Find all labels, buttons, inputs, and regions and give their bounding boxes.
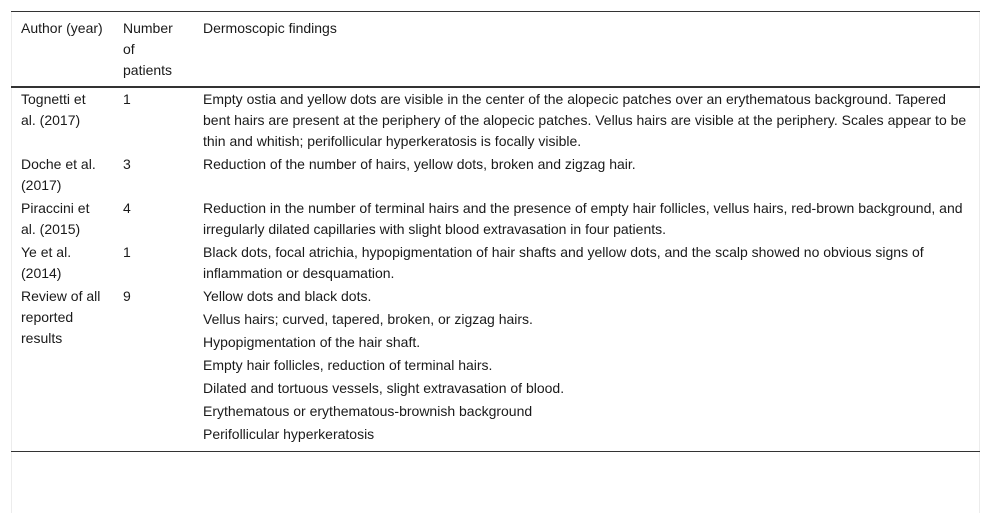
finding-item: Hypopigmentation of the hair shaft. <box>203 334 421 350</box>
table-row <box>11 241 980 285</box>
finding-item: Empty ostia and yellow dots are visible in the center of the alopecic patches over an erythematous background. Tapered bent hairs are present at the periphery of the alopecic patches. Vellus hairs are visible at the periphery. Scales appear to be thin and whitish; perifollicular hyperkeratosis is focally visible. <box>203 91 967 149</box>
finding-item: Empty hair follicles, reduction of terminal hairs. <box>203 357 493 373</box>
cell-findings <box>193 241 980 285</box>
table-body <box>11 87 980 452</box>
header-row <box>11 12 980 88</box>
cell-author: Doche et al. (2017) <box>21 156 96 193</box>
table-row <box>11 285 980 452</box>
cell-patients: 9 <box>123 288 131 304</box>
cell-patients: 1 <box>123 91 131 107</box>
table-row <box>11 87 980 153</box>
finding-item: Erythematous or erythematous-brownish background <box>203 403 533 419</box>
finding-item: Reduction of the number of hairs, yellow dots, broken and zigzag hair. <box>203 156 636 172</box>
finding-item: Perifollicular hyperkeratosis <box>203 426 375 442</box>
header-patients: Number of patients <box>123 20 173 78</box>
header-findings: Dermoscopic findings <box>203 20 337 36</box>
finding-item: Dilated and tortuous vessels, slight extravasation of blood. <box>203 380 565 396</box>
finding-item: Black dots, focal atrichia, hypopigmentation of hair shafts and yellow dots, and the scalp showed no obvious signs of inflammation or desquamation. <box>203 244 924 281</box>
table-row <box>11 153 980 197</box>
cell-patients: 1 <box>123 244 131 260</box>
finding-item: Vellus hairs; curved, tapered, broken, or zigzag hairs. <box>203 311 533 327</box>
header-author: Author (year) <box>21 20 103 36</box>
cell-findings <box>193 285 980 452</box>
dermoscopic-findings-table <box>11 11 980 452</box>
cell-patients: 3 <box>123 156 131 172</box>
cell-findings <box>193 87 980 153</box>
cell-patients: 4 <box>123 200 131 216</box>
cell-findings <box>193 153 980 197</box>
finding-item: Reduction in the number of terminal hairs and the presence of empty hair follicles, vellus hairs, red-brown background, and irregularly dilated capillaries with slight blood extravasation in four patients. <box>203 200 963 237</box>
table-row <box>11 197 980 241</box>
cell-findings <box>193 197 980 241</box>
cell-author: Ye et al. (2014) <box>21 244 72 281</box>
finding-item: Yellow dots and black dots. <box>203 288 372 304</box>
cell-author: Piraccini et al. (2015) <box>21 200 90 237</box>
cell-author: Review of all reported results <box>21 288 101 346</box>
cell-author: Tognetti et al. (2017) <box>21 91 86 128</box>
table-header <box>11 12 980 88</box>
